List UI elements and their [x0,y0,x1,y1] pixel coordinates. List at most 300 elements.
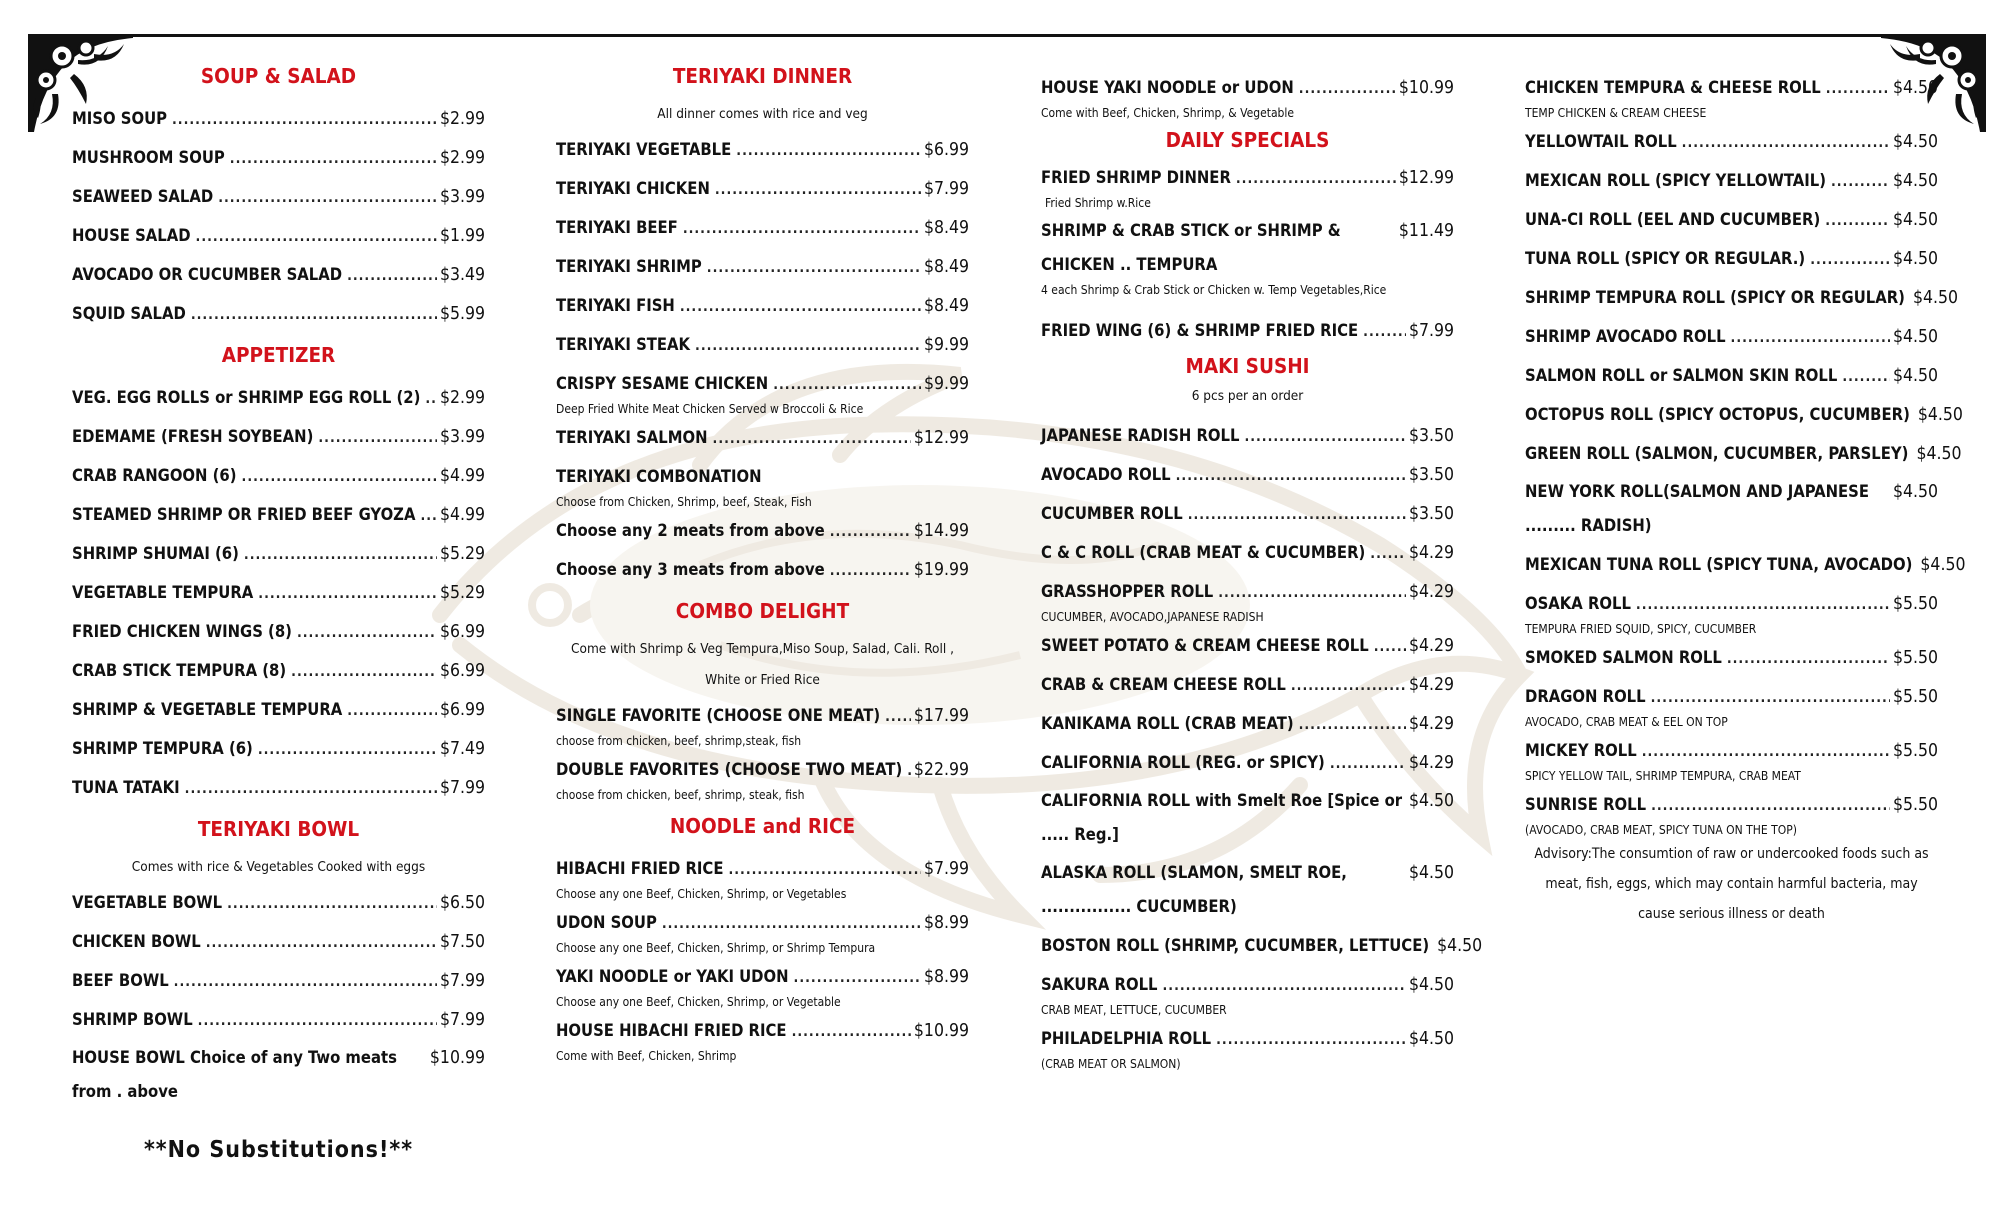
item-price: $5.99 [439,304,485,324]
menu-item [72,216,485,255]
menu-item [1525,239,1938,278]
item-name: TUNA ROLL (SPICY OR REGULAR.) [1525,249,1806,268]
item-price: $4.99 [439,466,485,486]
dot-leader [258,575,437,614]
item-name: CRISPY SESAME CHICKEN [556,374,769,393]
dot-leader [1176,457,1406,496]
section-title: TERIYAKI DINNER [672,64,853,88]
item-price: $19.99 [913,560,969,580]
menu-item [1525,473,1938,545]
item-name: SHRIMP BOWL [72,1010,193,1029]
item-price: $3.50 [1408,465,1454,485]
menu-item [556,511,969,550]
item-description: CUCUMBER, AVOCADO,JAPANESE RADISH [1041,610,1264,624]
item-name: TERIYAKI COMBONATION [556,467,762,486]
item-name: Choose any 3 meats from above [556,560,825,579]
item-price: $5.50 [1892,795,1938,815]
dot-leader [1291,667,1406,706]
item-price: $4.50 [1920,555,1966,575]
dot-leader [1244,418,1406,457]
item-price: $6.99 [439,700,485,720]
menu-section-maki-sushi [1041,350,1483,1077]
item-price: $5.50 [1892,687,1938,707]
menu-item [1525,638,1938,677]
dot-leader [680,288,921,327]
menu-item [556,130,969,169]
item-description: CRAB MEAT, LETTUCE, CUCUMBER [1041,1003,1227,1017]
dot-leader [291,653,437,692]
item-name: SHRIMP & VEGETABLE TEMPURA [72,700,343,719]
item-description: SPICY YELLOW TAIL, SHRIMP TEMPURA, CRAB MEAT [1525,769,1801,783]
dot-leader [830,513,911,552]
item-name: TERIYAKI SHRIMP [556,257,702,276]
item-price: $12.99 [913,428,969,448]
menu-item [72,651,485,690]
menu-item [1525,122,1938,161]
dot-leader [196,218,437,257]
dot-leader [1370,535,1406,574]
item-price: $4.29 [1408,753,1454,773]
dot-leader [1236,160,1396,199]
item-name: AVOCADO ROLL [1041,465,1171,484]
item-name: SMOKED SALMON ROLL [1525,648,1722,667]
item-name: TERIYAKI CHICKEN [556,179,710,198]
dot-leader [1682,124,1890,163]
dot-leader [1831,163,1890,202]
item-name: ALASKA ROLL (SLAMON, SMELT ROE, ................ CUCUMBER) [1041,863,1347,916]
menu-section-daily-specials [1041,122,1454,350]
dot-leader [1299,70,1396,109]
menu-item [1525,161,1938,200]
menu-item [1041,455,1454,494]
dot-leader [1188,496,1406,535]
item-name: FRIED WING (6) & SHRIMP FRIED RICE [1041,321,1359,340]
menu-item [72,495,485,534]
menu-item [1041,494,1454,533]
dot-leader [1299,706,1406,745]
item-price: $8.49 [923,296,969,316]
dot-leader [885,698,911,737]
dot-leader [1727,640,1890,679]
item-name: NEW YORK ROLL(SALMON AND JAPANESE ......... RADISH) [1525,482,1870,535]
item-price: $7.99 [923,859,969,879]
item-name: HOUSE YAKI NOODLE or UDON [1041,78,1294,97]
menu-section-maki-sushi-continued [1525,68,1966,843]
item-price: $6.99 [439,622,485,642]
menu-section-teriyaki-bowl [72,807,485,1111]
item-price: $4.50 [1892,171,1938,191]
dot-leader [227,885,437,924]
item-price: $4.29 [1408,714,1454,734]
item-description: Choose from Chicken, Shrimp, beef, Steak, Fish [556,495,812,509]
item-description: (AVOCADO, CRAB MEAT, SPICY TUNA ON THE TOP) [1525,823,1797,837]
item-name: YELLOWTAIL ROLL [1525,132,1677,151]
item-price: $4.29 [1408,636,1454,656]
item-name: VEGETABLE TEMPURA [72,583,254,602]
dot-leader [347,692,437,731]
menu-item [1041,665,1454,704]
item-name: EDEMAME (FRESH SOYBEAN) [72,427,314,446]
menu-item [72,294,485,333]
item-description: Fried Shrimp w.Rice [1045,196,1151,210]
item-price: $5.50 [1892,648,1938,668]
menu-column-1 [72,54,485,1163]
item-price: $9.99 [923,335,969,355]
menu-item [72,534,485,573]
item-name: KANIKAMA ROLL (CRAB MEAT) [1041,714,1294,733]
menu-item [556,208,969,247]
dot-leader [1826,70,1890,109]
item-price: $7.99 [439,778,485,798]
dot-leader [347,257,437,296]
menu-item [72,1000,485,1039]
item-price: $4.29 [1408,582,1454,602]
menu-section-soup-salad [72,54,485,333]
dot-leader [1330,745,1406,784]
item-description: 4 each Shrimp & Crab Stick or Chicken w. Temp Vegetables,Rice [1041,283,1387,297]
item-description: Come with Beef, Chicken, Shrimp, & Vegetable [1041,106,1295,120]
item-price: $8.49 [923,218,969,238]
dot-leader [695,327,921,366]
menu-item [556,325,969,364]
menu-item [1041,782,1454,854]
no-substitutions-notice: **No Substitutions!** [143,1137,414,1163]
item-name: UNA-CI ROLL (EEL AND CUCUMBER) [1525,210,1821,229]
item-name: CALIFORNIA ROLL with Smelt Roe [Spice or ..... Reg.] [1041,791,1403,844]
item-name: TERIYAKI SALMON [556,428,708,447]
item-price: $2.99 [439,148,485,168]
menu-item [1041,311,1454,350]
item-name: TUNA TATAKI [72,778,180,797]
item-price: $8.99 [923,913,969,933]
item-price: $7.50 [439,932,485,952]
menu-item [1525,545,1966,584]
item-name: MUSHROOM SOUP [72,148,225,167]
item-price: $7.99 [439,971,485,991]
item-price: $17.99 [913,706,969,726]
menu-item [72,612,485,651]
item-description: (CRAB MEAT OR SALMON) [1041,1057,1181,1071]
item-price: $4.50 [1408,1029,1454,1049]
item-price: $4.50 [1892,78,1938,98]
item-name: CRAB & CREAM CHEESE ROLL [1041,675,1286,694]
item-price: $3.99 [439,187,485,207]
item-price: $4.50 [1892,482,1938,502]
item-name: SWEET POTATO & CREAM CHEESE ROLL [1041,636,1369,655]
item-name: SHRIMP TEMPURA ROLL (SPICY OR REGULAR) [1525,288,1905,307]
item-name: SAKURA ROLL [1041,975,1158,994]
item-description: choose from chicken, beef, shrimp,steak, fish [556,734,802,748]
item-name: OCTOPUS ROLL (SPICY OCTOPUS, CUCUMBER) [1525,405,1910,424]
dot-leader [907,752,911,791]
item-name: SEAWEED SALAD [72,187,214,206]
item-description: Choose any one Beef, Chicken, Shrimp, or Vegetables [556,887,847,901]
item-name: MEXICAN TUNA ROLL (SPICY TUNA, AVOCADO) [1525,555,1913,574]
menu-column-3 [1041,54,1483,1073]
item-description: Choose any one Beef, Chicken, Shrimp, or Vegetable [556,995,841,1009]
menu-item [72,690,485,729]
menu-item [1041,626,1454,665]
item-name: VEGETABLE BOWL [72,893,223,912]
item-price: $22.99 [913,760,969,780]
item-price: $12.99 [1398,168,1454,188]
item-name: HOUSE BOWL Choice of any Two meats from . above [72,1048,397,1101]
dot-leader [297,614,437,653]
item-price: $4.50 [1892,132,1938,152]
dot-leader [830,552,911,591]
section-subtitle: All dinner comes with rice and veg [657,106,868,122]
dot-leader [198,1002,437,1041]
menu-item [72,255,485,294]
dot-leader [1825,202,1890,241]
menu-item [72,456,485,495]
menu-section-combo-delight [556,589,969,808]
raw-food-advisory: Advisory:The consumtion of raw or undercooked foods such as meat, fish, eggs, which may contain harmful bacteria, may cause serious illness or death [1534,846,1929,922]
item-name: SHRIMP AVOCADO ROLL [1525,327,1726,346]
menu-item [1525,434,1962,473]
section-title: TERIYAKI BOWL [197,817,360,841]
item-price: $4.50 [1916,444,1962,464]
item-price: $9.99 [923,374,969,394]
section-subtitle: Comes with rice & Vegetables Cooked with eggs [131,859,426,875]
item-price: $14.99 [913,521,969,541]
item-price: $4.29 [1408,543,1454,563]
menu-item [1525,200,1938,239]
menu-section-teriyaki-dinner [556,54,969,589]
menu-item [72,1039,485,1111]
dot-leader [420,497,436,536]
menu-item [1041,533,1454,572]
item-price: $10.99 [429,1048,485,1068]
item-name: CALIFORNIA ROLL (REG. or SPICY) [1041,753,1325,772]
item-price: $2.99 [439,109,485,129]
menu-item [1041,926,1483,965]
menu-item [556,286,969,325]
item-name: MEXICAN ROLL (SPICY YELLOWTAIL) [1525,171,1826,190]
item-price: $10.99 [913,1021,969,1041]
menu-item [1041,212,1454,284]
dot-leader [191,296,437,335]
item-name: SHRIMP & CRAB STICK or SHRIMP & CHICKEN .. TEMPURA [1041,221,1341,274]
item-description: TEMP CHICKEN & CREAM CHEESE [1525,106,1707,120]
item-name: C & C ROLL (CRAB MEAT & CUCUMBER) [1041,543,1366,562]
item-price: $7.99 [439,1010,485,1030]
item-price: $5.29 [439,583,485,603]
item-name: SHRIMP TEMPURA (6) [72,739,253,758]
item-price: $5.50 [1892,594,1938,614]
item-name: CHICKEN BOWL [72,932,201,951]
dot-leader [230,140,437,179]
item-name: HOUSE SALAD [72,226,191,245]
dot-leader [792,1013,911,1052]
item-name: CRAB RANGOON (6) [72,466,237,485]
menu-item [556,418,969,457]
dot-leader [1810,241,1890,280]
item-price: $4.99 [439,505,485,525]
dot-leader [713,420,911,459]
dot-leader [218,179,437,218]
item-price: $3.49 [439,265,485,285]
dot-leader [258,731,437,770]
top-border-rule [38,34,1978,37]
item-price: $4.50 [1408,863,1454,883]
item-name: DRAGON ROLL [1525,687,1646,706]
menu-item [72,573,485,612]
item-price: $3.50 [1408,426,1454,446]
menu-item [1525,356,1938,395]
item-name: TERIYAKI STEAK [556,335,691,354]
menu-item [72,177,485,216]
menu-item [72,768,485,807]
item-price: $4.50 [1437,936,1483,956]
item-name: SINGLE FAVORITE (CHOOSE ONE MEAT) [556,706,881,725]
dot-leader [1363,313,1406,352]
item-description: Deep Fried White Meat Chicken Served w Broccoli & Rice [556,402,864,416]
item-name: STEAMED SHRIMP OR FRIED BEEF GYOZA [72,505,416,524]
item-name: DOUBLE FAVORITES (CHOOSE TWO MEAT) [556,760,903,779]
item-name: FRIED SHRIMP DINNER [1041,168,1231,187]
item-price: $4.50 [1892,366,1938,386]
dot-leader [736,132,921,171]
dot-leader [206,924,437,963]
section-subtitle: Come with Shrimp & Veg Tempura,Miso Soup, Salad, Cali. Roll , White or Fried Rice [571,641,954,688]
item-price: $4.50 [1892,210,1938,230]
dot-leader [172,101,437,140]
section-title: DAILY SPECIALS [1165,128,1330,152]
item-price: $5.50 [1892,741,1938,761]
dot-leader [1842,358,1890,397]
item-price: $3.99 [439,427,485,447]
item-price: $10.99 [1398,78,1454,98]
item-name: GRASSHOPPER ROLL [1041,582,1214,601]
menu-item [1041,854,1454,926]
item-name: Choose any 2 meats from above [556,521,825,540]
item-price: $8.49 [923,257,969,277]
item-price: $2.99 [439,388,485,408]
item-description: TEMPURA FRIED SQUID, SPICY, CUCUMBER [1525,622,1757,636]
dot-leader [1216,1021,1406,1060]
menu-item [72,729,485,768]
section-title: SOUP & SALAD [200,64,357,88]
menu-item [556,247,969,286]
dot-leader [425,380,437,419]
item-price: $5.29 [439,544,485,564]
menu-item [1525,395,1963,434]
item-price: $4.29 [1408,675,1454,695]
menu-item [72,378,485,417]
item-price: $11.49 [1398,221,1454,241]
item-name: CRAB STICK TEMPURA (8) [72,661,287,680]
menu-item [72,961,485,1000]
dot-leader [318,419,437,458]
menu-item [556,550,969,589]
item-name: JAPANESE RADISH ROLL [1041,426,1240,445]
item-price: $4.50 [1408,791,1454,811]
item-price: $6.99 [923,140,969,160]
section-title: MAKI SUSHI [1185,354,1310,378]
dot-leader [715,171,921,210]
menu-item [1041,704,1454,743]
item-name: BEEF BOWL [72,971,169,990]
item-name: TERIYAKI VEGETABLE [556,140,732,159]
item-name: SUNRISE ROLL [1525,795,1647,814]
item-name: HOUSE HIBACHI FRIED RICE [556,1021,787,1040]
item-description: Come with Beef, Chicken, Shrimp [556,1049,737,1063]
menu-item [72,138,485,177]
menu-item [1041,743,1454,782]
item-name: HIBACHI FRIED RICE [556,859,724,878]
menu-item [72,99,485,138]
dot-leader [1731,319,1890,358]
item-price: $7.99 [923,179,969,199]
menu-item [72,922,485,961]
dot-leader [1374,628,1406,667]
item-name: GREEN ROLL (SALMON, CUCUMBER, PARSLEY) [1525,444,1909,463]
dot-leader [244,536,437,575]
menu-section-noodle-rice [556,804,969,1069]
item-name: CUCUMBER ROLL [1041,504,1183,523]
item-name: SQUID SALAD [72,304,186,323]
item-name: SHRIMP SHUMAI (6) [72,544,239,563]
section-title: APPETIZER [221,343,336,367]
item-name: YAKI NOODLE or YAKI UDON [556,967,789,986]
menu-item [1041,416,1454,455]
dot-leader [185,770,437,809]
item-name: OSAKA ROLL [1525,594,1631,613]
item-price: $6.99 [439,661,485,681]
item-description: choose from chicken, beef, shrimp, steak, fish [556,788,805,802]
menu-item [1525,278,1958,317]
item-price: $4.50 [1912,288,1958,308]
item-description: Choose any one Beef, Chicken, Shrimp, or Shrimp Tempura [556,941,876,955]
item-name: AVOCADO OR CUCUMBER SALAD [72,265,343,284]
item-name: FRIED CHICKEN WINGS (8) [72,622,292,641]
menu-item [72,883,485,922]
menu-item [1525,317,1938,356]
item-price: $1.99 [439,226,485,246]
menu-section-continued [1041,68,1454,126]
item-name: MISO SOUP [72,109,168,128]
item-name: VEG. EGG ROLLS or SHRIMP EGG ROLL (2) [72,388,421,407]
dot-leader [242,458,437,497]
item-name: CHICKEN TEMPURA & CHEESE ROLL [1525,78,1821,97]
item-price: $3.50 [1408,504,1454,524]
item-price: $7.99 [1408,321,1454,341]
item-price: $4.50 [1892,249,1938,269]
section-subtitle: 6 pcs per an order [1191,388,1304,404]
section-title: COMBO DELIGHT [675,599,850,623]
item-description: AVOCADO, CRAB MEAT & EEL ON TOP [1525,715,1728,729]
item-name: MICKEY ROLL [1525,741,1637,760]
item-price: $4.50 [1408,975,1454,995]
dot-leader [683,210,921,249]
menu-column-2 [556,54,969,1065]
menu-item [556,169,969,208]
item-price: $6.50 [439,893,485,913]
dot-leader [707,249,921,288]
item-name: TERIYAKI BEEF [556,218,678,237]
menu-item [72,417,485,456]
item-price: $4.50 [1917,405,1963,425]
item-price: $7.49 [439,739,485,759]
item-price: $8.99 [923,967,969,987]
menu-section-appetizer [72,333,485,807]
item-name: UDON SOUP [556,913,657,932]
dot-leader [174,963,437,1002]
menu-column-4 [1525,54,1966,929]
section-title: NOODLE and RICE [669,814,856,838]
item-name: PHILADELPHIA ROLL [1041,1029,1212,1048]
